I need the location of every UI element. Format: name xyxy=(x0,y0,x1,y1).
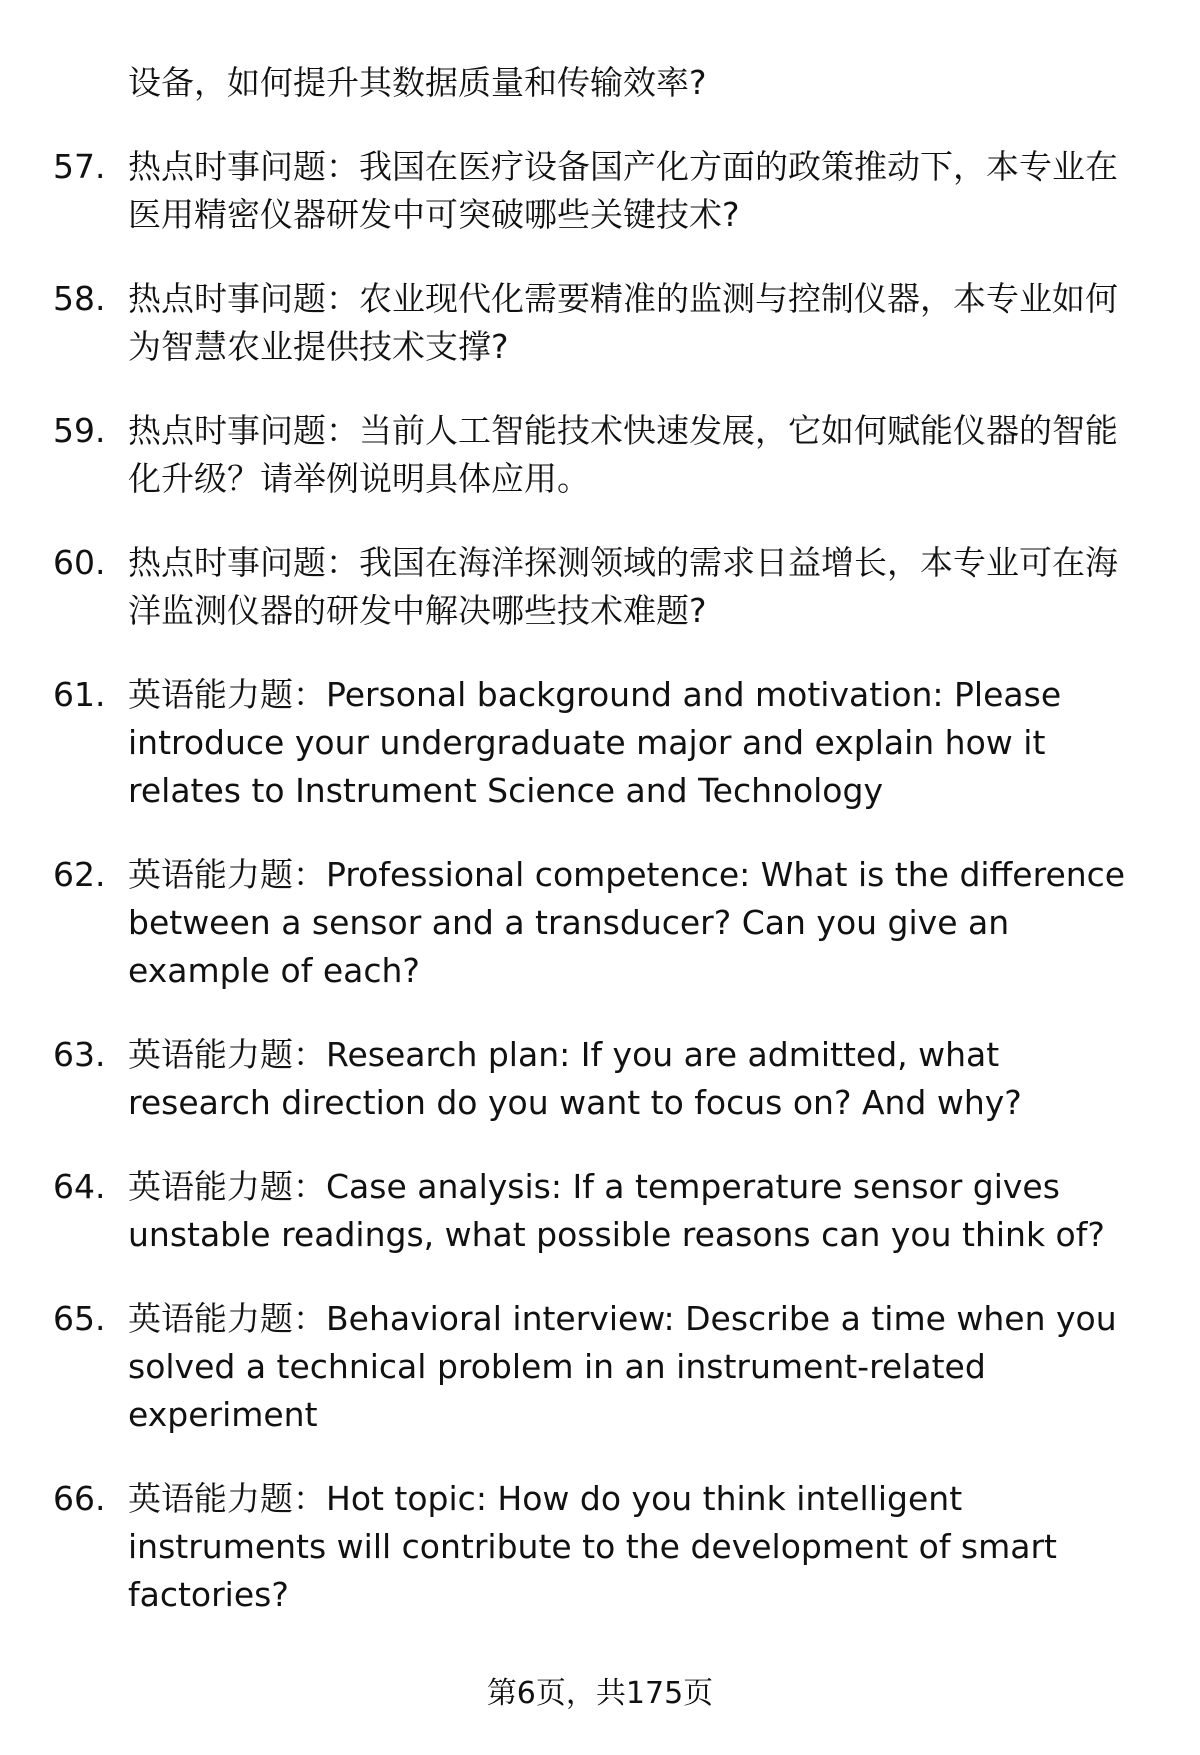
question-number: 65. xyxy=(53,1299,106,1338)
question-text: 英语能力题：Professional competence: What is the difference between a sensor and a transducer? Can you give an example of each? xyxy=(128,855,1126,990)
question-number: 59. xyxy=(53,411,106,450)
question-item xyxy=(0,671,1200,815)
question-text: 英语能力题：Research plan: If you are admitted, what research direction do you want to focus on? And why? xyxy=(128,1035,1022,1122)
question-number: 66. xyxy=(53,1479,106,1518)
document-body xyxy=(0,59,1200,1655)
question-text: 英语能力题：Behavioral interview: Describe a time when you solved a technical problem in an instrument-related experiment xyxy=(128,1299,1117,1434)
question-number: 60. xyxy=(53,543,106,582)
question-text: 英语能力题：Personal background and motivation: Please introduce your undergraduate major and explain how it relates to Instrument Science and Technology xyxy=(128,675,1062,810)
question-number: 57. xyxy=(53,147,106,186)
question-item xyxy=(0,407,1200,503)
question-item xyxy=(0,1475,1200,1619)
question-number: 64. xyxy=(53,1167,106,1206)
question-number: 58. xyxy=(53,279,106,318)
question-item xyxy=(0,1163,1200,1259)
question-item xyxy=(0,851,1200,995)
question-number: 62. xyxy=(53,855,106,894)
question-text: 热点时事问题：我国在医疗设备国产化方面的政策推动下，本专业在医用精密仪器研发中可突破哪些关键技术? xyxy=(128,147,1118,234)
question-item xyxy=(0,539,1200,635)
continued-question-text: 设备，如何提升其数据质量和传输效率? xyxy=(128,63,707,102)
question-text: 英语能力题：Hot topic: How do you think intelligent instruments will contribute to the development of smart factories? xyxy=(128,1479,1057,1614)
question-list xyxy=(0,143,1200,1619)
question-number: 61. xyxy=(53,675,106,714)
question-item xyxy=(0,1295,1200,1439)
question-text: 热点时事问题：农业现代化需要精准的监测与控制仪器，本专业如何为智慧农业提供技术支撑? xyxy=(128,279,1118,366)
question-text: 英语能力题：Case analysis: If a temperature sensor gives unstable readings, what possible reasons can you think of? xyxy=(128,1167,1105,1254)
question-number: 63. xyxy=(53,1035,106,1074)
page-number: 第6页，共175页 xyxy=(486,1676,714,1711)
question-text: 热点时事问题：我国在海洋探测领域的需求日益增长，本专业可在海洋监测仪器的研发中解决哪些技术难题? xyxy=(128,543,1118,630)
question-item xyxy=(0,1031,1200,1127)
question-item xyxy=(0,143,1200,239)
question-item xyxy=(0,275,1200,371)
question-text: 热点时事问题：当前人工智能技术快速发展，它如何赋能仪器的智能化升级？请举例说明具体应用。 xyxy=(128,411,1118,498)
